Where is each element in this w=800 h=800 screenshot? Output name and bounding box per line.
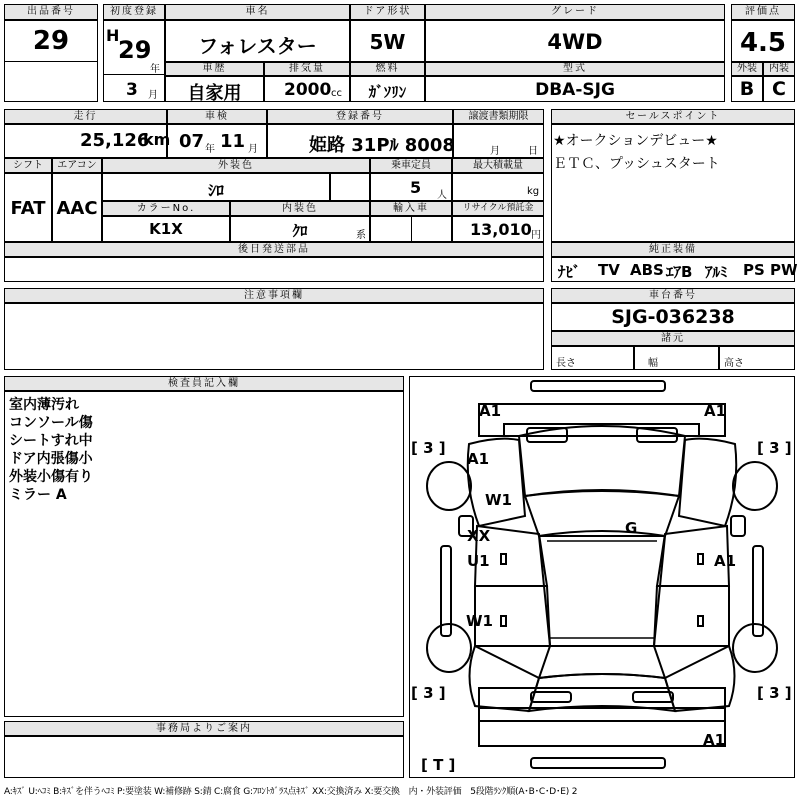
ac-value: AAC — [56, 198, 98, 219]
header-mileage: 走行 — [4, 109, 167, 124]
month-unit: 月 — [148, 90, 158, 101]
equip-alloy: ｱﾙﾐ — [705, 263, 728, 281]
inspection-month-unit: 月 — [248, 144, 258, 155]
inspection-year-unit: 年 — [205, 144, 215, 155]
mark-fender: W1 — [485, 491, 512, 509]
header-lot-no: 出品番号 — [4, 4, 98, 20]
header-displacement: 排気量 — [264, 62, 350, 76]
equip-airbag: ｴｱB — [666, 263, 693, 281]
mark-tire-fl: [ 3 ] — [411, 439, 446, 457]
interior-color-suffix: 系 — [356, 230, 366, 241]
car-diagram — [409, 376, 795, 778]
header-import: 輸入車 — [370, 201, 452, 216]
mark-rear: A1 — [703, 731, 726, 749]
header-inspection: 車検 — [167, 109, 267, 124]
history-value: 自家用 — [187, 83, 242, 104]
transfer-month: 月 — [490, 146, 500, 157]
transfer-day: 日 — [528, 146, 538, 157]
grade-value: 4WD — [547, 30, 603, 54]
spec-height: 高さ — [724, 358, 744, 369]
mark-tire-rl: [ 3 ] — [411, 684, 446, 702]
header-reg-no: 登録番号 — [267, 109, 453, 124]
first-reg-month: 3 — [126, 80, 138, 100]
equip-ps: PS — [743, 261, 765, 279]
header-selling-points: セールスポイント — [551, 109, 795, 124]
inspector-note-5: 外装小傷有り — [9, 469, 93, 485]
header-door: ドア形状 — [350, 4, 425, 20]
header-notes: 注意事項欄 — [4, 288, 544, 303]
header-car-name: 車名 — [165, 4, 350, 20]
mark-tire-rr: [ 3 ] — [757, 684, 792, 702]
header-specs: 諸元 — [551, 331, 795, 346]
interior-grade: C — [772, 78, 786, 100]
displacement-value: 2000 — [284, 80, 332, 100]
later-parts-box — [4, 257, 544, 282]
equip-navi: ﾅﾋﾞ — [558, 263, 581, 281]
door-value: 5W — [369, 30, 406, 54]
chassis-value: SJG-036238 — [611, 306, 735, 328]
header-model-code: 型式 — [425, 62, 725, 76]
header-exterior-color: 外装色 — [102, 158, 370, 173]
header-capacity: 乗車定員 — [370, 158, 452, 173]
exterior-color-value: ｼﾛ — [207, 181, 224, 200]
selling-point-2: ＥＴＣ、プッシュスタート — [553, 156, 720, 172]
score-value: 4.5 — [739, 28, 787, 58]
header-history: 車歴 — [165, 62, 264, 76]
header-exterior: 外装 — [731, 62, 763, 76]
fuel-value: ｶﾞｿﾘﾝ — [368, 83, 407, 101]
mark-trunk: [ T ] — [421, 756, 456, 774]
header-score: 評価点 — [731, 4, 795, 20]
header-office: 事務局よりご案内 — [4, 721, 404, 736]
car-name: フォレスター — [198, 34, 317, 58]
mark-front-left: A1 — [479, 402, 502, 420]
mark-door-2: U1 — [467, 552, 490, 570]
header-interior-color: 内装色 — [230, 201, 370, 216]
shift-value: FAT — [10, 198, 46, 219]
inspector-note-3: シートすれ中 — [9, 433, 93, 449]
interior-color-value: ｸﾛ — [292, 222, 308, 240]
header-inspector: 検査員記入欄 — [4, 376, 404, 391]
notes-box — [4, 303, 544, 370]
inspector-note-4: ドア内張傷小 — [9, 451, 93, 467]
header-chassis: 車台番号 — [551, 288, 795, 303]
capacity-unit: 人 — [437, 190, 447, 201]
inspector-note-1: 室内薄汚れ — [9, 397, 79, 413]
office-box — [4, 736, 404, 778]
header-first-reg: 初度登録 — [103, 4, 165, 20]
cc-unit: cc — [331, 88, 342, 99]
equip-abs: ABS — [630, 261, 664, 279]
header-color-no: カラーNo. — [102, 201, 230, 216]
header-interior: 内装 — [763, 62, 795, 76]
spec-length: 長さ — [556, 358, 576, 369]
mark-tire-fr: [ 3 ] — [757, 439, 792, 457]
inspection-year: 07 — [179, 131, 205, 152]
mark-hood: A1 — [467, 450, 490, 468]
mark-door-3: W1 — [466, 612, 493, 630]
header-max-load: 最大積載量 — [452, 158, 544, 173]
header-recycle: リサイクル預託金 — [452, 201, 544, 216]
inspector-note-2: コンソール傷 — [9, 415, 93, 431]
equip-pw: PW — [770, 261, 798, 279]
header-transfer: 譲渡書類期限 — [453, 109, 544, 124]
kg-unit: kg — [527, 186, 540, 197]
legend-text: A:ｷｽﾞ U:ﾍｺﾐ B:ｷｽﾞを伴うﾍｺﾐ P:要塗装 W:補修跡 S:錆 C:腐食 G:ﾌﾛﾝﾄｶﾞﾗｽ点ｷｽﾞ XX:交換済み X:要交換 内・外装評価 5段階ﾗﾝｸ順(A･B･C･D･E) 2 — [4, 787, 578, 797]
year-unit: 年 — [150, 64, 160, 75]
km-unit: km — [143, 130, 171, 149]
header-later-parts: 後日発送部品 — [4, 242, 544, 257]
first-reg-year: 29 — [118, 36, 152, 64]
header-ac: エアコン — [52, 158, 102, 173]
equip-tv: TV — [598, 261, 620, 279]
era-letter: H — [106, 26, 120, 45]
header-grade: グレード — [425, 4, 725, 20]
capacity-value: 5 — [410, 178, 422, 197]
inspector-note-6: ミラー A — [9, 487, 67, 503]
reg-no-value: 姫路 31Pﾙ 8008 — [309, 135, 455, 156]
recycle-value: 13,010 — [470, 220, 532, 239]
color-no-value: K1X — [149, 220, 183, 238]
header-shift: シフト — [4, 158, 52, 173]
yen-unit: 円 — [531, 230, 541, 241]
selling-point-1: ★オークションデビュー★ — [553, 133, 718, 149]
spec-width: 幅 — [648, 358, 658, 369]
exterior-grade: B — [739, 78, 755, 100]
mileage-value: 25,126 — [80, 130, 150, 151]
model-code-value: DBA-SJG — [535, 80, 615, 100]
mark-door-1: XX — [467, 527, 491, 545]
header-fuel: 燃料 — [350, 62, 425, 76]
inspection-month: 11 — [220, 131, 246, 152]
mark-front-right: A1 — [704, 402, 727, 420]
lot-no-value: 29 — [32, 26, 70, 56]
mark-right-door: A1 — [714, 552, 737, 570]
mark-windshield: G — [625, 519, 638, 537]
header-equipment: 純正装備 — [551, 242, 795, 257]
